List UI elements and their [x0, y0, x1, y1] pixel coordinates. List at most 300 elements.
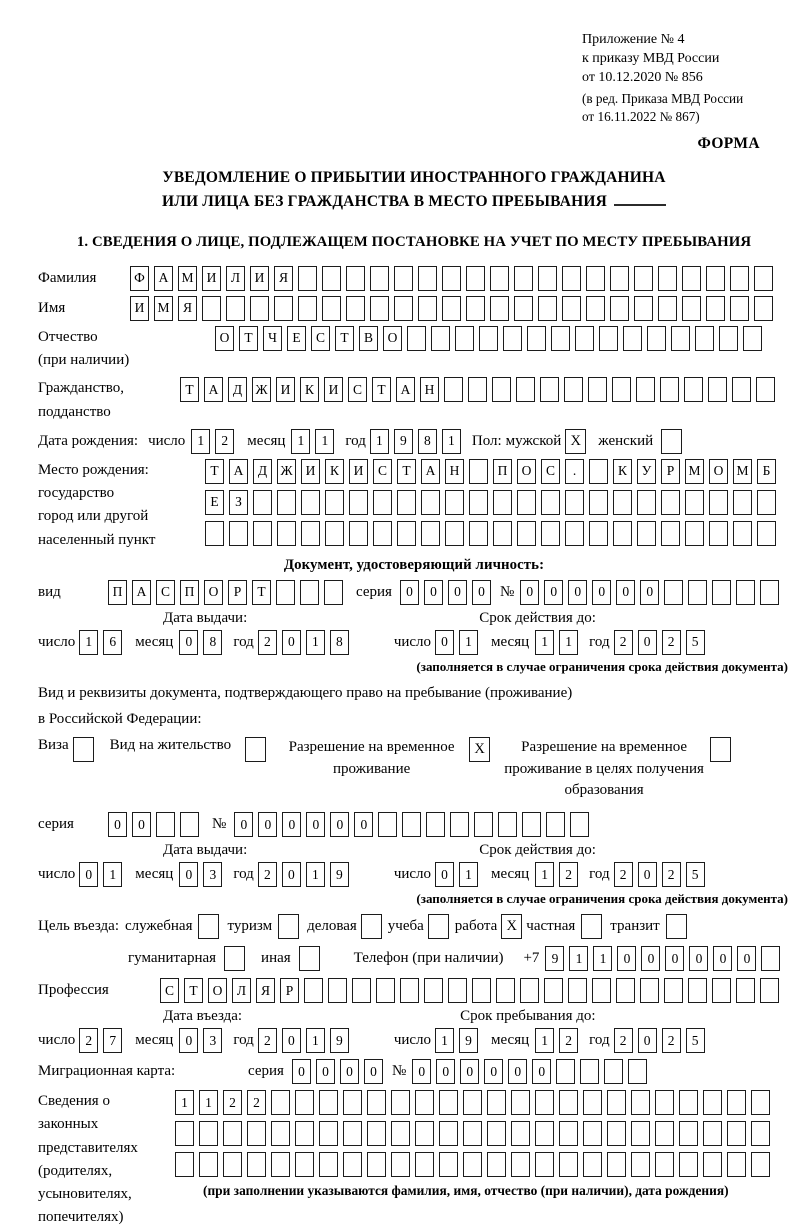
char-cell[interactable]: 2	[215, 429, 234, 454]
char-cell[interactable]	[556, 1059, 575, 1084]
char-cell[interactable]	[760, 580, 779, 605]
char-cell[interactable]	[370, 266, 389, 291]
char-cell[interactable]: 1	[535, 862, 554, 887]
char-cell[interactable]	[703, 1152, 722, 1177]
char-cell[interactable]: С	[156, 580, 175, 605]
char-cell[interactable]	[300, 580, 319, 605]
char-cell[interactable]	[575, 326, 594, 351]
char-cell[interactable]	[517, 490, 536, 515]
char-cell[interactable]	[469, 459, 488, 484]
char-cell[interactable]: 2	[662, 630, 681, 655]
migration-number-cells[interactable]	[412, 1059, 652, 1084]
char-cell[interactable]	[367, 1121, 386, 1146]
char-cell[interactable]	[732, 377, 751, 402]
char-cell[interactable]	[757, 490, 776, 515]
char-cell[interactable]	[253, 521, 272, 546]
char-cell[interactable]	[688, 978, 707, 1003]
char-cell[interactable]	[487, 1121, 506, 1146]
char-cell[interactable]: 8	[203, 630, 222, 655]
char-cell[interactable]	[493, 490, 512, 515]
char-cell[interactable]	[367, 1152, 386, 1177]
char-cell[interactable]	[586, 296, 605, 321]
char-cell[interactable]: И	[349, 459, 368, 484]
char-cell[interactable]	[685, 490, 704, 515]
char-cell[interactable]	[180, 812, 199, 837]
char-cell[interactable]	[551, 326, 570, 351]
char-cell[interactable]: О	[517, 459, 536, 484]
char-cell[interactable]	[343, 1121, 362, 1146]
char-cell[interactable]	[730, 266, 749, 291]
char-cell[interactable]	[655, 1090, 674, 1115]
char-cell[interactable]	[727, 1090, 746, 1115]
char-cell[interactable]: У	[637, 459, 656, 484]
purpose-study-checkbox[interactable]	[428, 914, 449, 939]
char-cell[interactable]	[394, 266, 413, 291]
residence-number-cells[interactable]	[234, 812, 594, 837]
char-cell[interactable]	[271, 1090, 290, 1115]
char-cell[interactable]	[472, 978, 491, 1003]
char-cell[interactable]	[373, 521, 392, 546]
char-cell[interactable]	[751, 1152, 770, 1177]
residence-valid-day-cells[interactable]	[435, 862, 483, 887]
char-cell[interactable]	[271, 1152, 290, 1177]
char-cell[interactable]: 0	[354, 812, 373, 837]
char-cell[interactable]	[223, 1152, 242, 1177]
char-cell[interactable]: 5	[686, 630, 705, 655]
char-cell[interactable]: 9	[545, 946, 564, 971]
residence-issue-year-cells[interactable]	[258, 862, 354, 887]
char-cell[interactable]	[679, 1152, 698, 1177]
char-cell[interactable]: 1	[459, 630, 478, 655]
char-cell[interactable]: 0	[132, 812, 151, 837]
char-cell[interactable]: А	[154, 266, 173, 291]
char-cell[interactable]: О	[383, 326, 402, 351]
char-cell[interactable]	[685, 521, 704, 546]
identity-issue-day-cells[interactable]	[79, 630, 127, 655]
char-cell[interactable]: И	[276, 377, 295, 402]
char-cell[interactable]: Т	[372, 377, 391, 402]
char-cell[interactable]	[637, 490, 656, 515]
char-cell[interactable]	[274, 296, 293, 321]
char-cell[interactable]	[631, 1090, 650, 1115]
char-cell[interactable]: Н	[445, 459, 464, 484]
char-cell[interactable]	[613, 521, 632, 546]
char-cell[interactable]	[469, 521, 488, 546]
char-cell[interactable]: Р	[228, 580, 247, 605]
phone-cells[interactable]	[545, 946, 785, 971]
char-cell[interactable]	[682, 296, 701, 321]
char-cell[interactable]: 1	[103, 862, 122, 887]
char-cell[interactable]	[719, 326, 738, 351]
char-cell[interactable]: 0	[234, 812, 253, 837]
purpose-transit-checkbox[interactable]	[666, 914, 687, 939]
char-cell[interactable]	[564, 377, 583, 402]
char-cell[interactable]: П	[493, 459, 512, 484]
char-cell[interactable]: 0	[306, 812, 325, 837]
identity-issue-year-cells[interactable]	[258, 630, 354, 655]
char-cell[interactable]	[487, 1152, 506, 1177]
char-cell[interactable]	[580, 1059, 599, 1084]
char-cell[interactable]	[592, 978, 611, 1003]
char-cell[interactable]: Р	[661, 459, 680, 484]
char-cell[interactable]: С	[311, 326, 330, 351]
char-cell[interactable]	[586, 266, 605, 291]
char-cell[interactable]: А	[421, 459, 440, 484]
char-cell[interactable]: Я	[178, 296, 197, 321]
char-cell[interactable]	[247, 1152, 266, 1177]
char-cell[interactable]: 8	[418, 429, 437, 454]
char-cell[interactable]	[466, 266, 485, 291]
char-cell[interactable]	[250, 296, 269, 321]
birth-month-cells[interactable]	[291, 429, 339, 454]
char-cell[interactable]: 0	[435, 630, 454, 655]
birthplace-cells-row2[interactable]	[205, 490, 781, 515]
char-cell[interactable]	[277, 521, 296, 546]
char-cell[interactable]	[277, 490, 296, 515]
char-cell[interactable]	[442, 266, 461, 291]
char-cell[interactable]	[431, 326, 450, 351]
char-cell[interactable]	[492, 377, 511, 402]
char-cell[interactable]	[474, 812, 493, 837]
char-cell[interactable]	[520, 978, 539, 1003]
char-cell[interactable]	[671, 326, 690, 351]
char-cell[interactable]	[202, 296, 221, 321]
char-cell[interactable]	[367, 1090, 386, 1115]
char-cell[interactable]	[589, 521, 608, 546]
char-cell[interactable]: 2	[662, 862, 681, 887]
char-cell[interactable]: Ч	[263, 326, 282, 351]
char-cell[interactable]: Д	[253, 459, 272, 484]
char-cell[interactable]	[175, 1152, 194, 1177]
char-cell[interactable]	[424, 978, 443, 1003]
char-cell[interactable]: 2	[258, 630, 277, 655]
char-cell[interactable]: 0	[617, 946, 636, 971]
char-cell[interactable]: 2	[258, 862, 277, 887]
char-cell[interactable]: И	[250, 266, 269, 291]
char-cell[interactable]	[565, 521, 584, 546]
char-cell[interactable]	[493, 521, 512, 546]
char-cell[interactable]	[612, 377, 631, 402]
char-cell[interactable]	[607, 1090, 626, 1115]
char-cell[interactable]	[415, 1121, 434, 1146]
char-cell[interactable]: К	[613, 459, 632, 484]
char-cell[interactable]	[487, 1090, 506, 1115]
char-cell[interactable]: Ф	[130, 266, 149, 291]
char-cell[interactable]: 1	[569, 946, 588, 971]
char-cell[interactable]	[559, 1121, 578, 1146]
char-cell[interactable]	[466, 296, 485, 321]
char-cell[interactable]	[660, 377, 679, 402]
char-cell[interactable]	[679, 1090, 698, 1115]
char-cell[interactable]	[445, 490, 464, 515]
char-cell[interactable]	[444, 377, 463, 402]
char-cell[interactable]	[535, 1152, 554, 1177]
char-cell[interactable]	[628, 1059, 647, 1084]
profession-cells[interactable]	[160, 978, 784, 1003]
char-cell[interactable]: К	[325, 459, 344, 484]
char-cell[interactable]	[498, 812, 517, 837]
char-cell[interactable]	[301, 521, 320, 546]
char-cell[interactable]: 2	[258, 1028, 277, 1053]
char-cell[interactable]: Л	[226, 266, 245, 291]
char-cell[interactable]: 0	[472, 580, 491, 605]
birth-day-cells[interactable]	[191, 429, 239, 454]
char-cell[interactable]	[754, 266, 773, 291]
char-cell[interactable]: 0	[316, 1059, 335, 1084]
char-cell[interactable]: С	[541, 459, 560, 484]
char-cell[interactable]	[325, 490, 344, 515]
char-cell[interactable]: 1	[535, 630, 554, 655]
char-cell[interactable]: 0	[108, 812, 127, 837]
char-cell[interactable]	[205, 521, 224, 546]
char-cell[interactable]: И	[324, 377, 343, 402]
char-cell[interactable]	[610, 296, 629, 321]
representatives-cells-row3[interactable]	[175, 1152, 775, 1177]
char-cell[interactable]	[511, 1121, 530, 1146]
migration-series-cells[interactable]	[292, 1059, 388, 1084]
purpose-private-checkbox[interactable]	[581, 914, 602, 939]
identity-issue-month-cells[interactable]	[179, 630, 227, 655]
char-cell[interactable]	[253, 490, 272, 515]
char-cell[interactable]	[503, 326, 522, 351]
char-cell[interactable]	[589, 459, 608, 484]
visa-checkbox[interactable]	[73, 737, 94, 762]
char-cell[interactable]	[376, 978, 395, 1003]
char-cell[interactable]: И	[301, 459, 320, 484]
char-cell[interactable]: 2	[559, 1028, 578, 1053]
char-cell[interactable]	[664, 580, 683, 605]
char-cell[interactable]: 0	[638, 1028, 657, 1053]
char-cell[interactable]	[679, 1121, 698, 1146]
char-cell[interactable]	[511, 1152, 530, 1177]
char-cell[interactable]: 1	[191, 429, 210, 454]
surname-cells[interactable]	[130, 266, 778, 291]
char-cell[interactable]: 2	[79, 1028, 98, 1053]
doc-number-cells[interactable]	[520, 580, 784, 605]
char-cell[interactable]	[559, 1152, 578, 1177]
char-cell[interactable]: 1	[79, 630, 98, 655]
char-cell[interactable]: 0	[340, 1059, 359, 1084]
char-cell[interactable]: 0	[689, 946, 708, 971]
char-cell[interactable]	[634, 296, 653, 321]
residence-series-cells[interactable]	[108, 812, 204, 837]
char-cell[interactable]	[391, 1152, 410, 1177]
char-cell[interactable]	[295, 1090, 314, 1115]
char-cell[interactable]: 0	[179, 630, 198, 655]
char-cell[interactable]: Ж	[277, 459, 296, 484]
char-cell[interactable]	[637, 521, 656, 546]
char-cell[interactable]: С	[373, 459, 392, 484]
char-cell[interactable]: 0	[179, 1028, 198, 1053]
char-cell[interactable]	[589, 490, 608, 515]
char-cell[interactable]	[562, 296, 581, 321]
char-cell[interactable]	[706, 266, 725, 291]
char-cell[interactable]	[636, 377, 655, 402]
char-cell[interactable]	[658, 266, 677, 291]
char-cell[interactable]	[373, 490, 392, 515]
char-cell[interactable]	[631, 1152, 650, 1177]
char-cell[interactable]	[607, 1152, 626, 1177]
char-cell[interactable]: 0	[412, 1059, 431, 1084]
char-cell[interactable]	[226, 296, 245, 321]
purpose-business-checkbox[interactable]	[361, 914, 382, 939]
char-cell[interactable]	[610, 266, 629, 291]
char-cell[interactable]: 2	[614, 630, 633, 655]
char-cell[interactable]: Я	[274, 266, 293, 291]
doc-series-cells[interactable]	[400, 580, 496, 605]
char-cell[interactable]: 1	[306, 862, 325, 887]
doc-kind-cells[interactable]	[108, 580, 348, 605]
char-cell[interactable]: 2	[223, 1090, 242, 1115]
char-cell[interactable]: С	[160, 978, 179, 1003]
char-cell[interactable]	[562, 266, 581, 291]
char-cell[interactable]	[661, 490, 680, 515]
char-cell[interactable]: 9	[459, 1028, 478, 1053]
char-cell[interactable]	[469, 490, 488, 515]
char-cell[interactable]: 1	[315, 429, 334, 454]
char-cell[interactable]: 2	[614, 1028, 633, 1053]
char-cell[interactable]	[175, 1121, 194, 1146]
char-cell[interactable]: 0	[364, 1059, 383, 1084]
char-cell[interactable]	[688, 580, 707, 605]
char-cell[interactable]	[730, 296, 749, 321]
char-cell[interactable]	[439, 1152, 458, 1177]
char-cell[interactable]	[511, 1090, 530, 1115]
char-cell[interactable]	[541, 521, 560, 546]
char-cell[interactable]	[727, 1121, 746, 1146]
char-cell[interactable]	[712, 978, 731, 1003]
residence-valid-year-cells[interactable]	[614, 862, 710, 887]
char-cell[interactable]	[490, 266, 509, 291]
char-cell[interactable]: 1	[306, 1028, 325, 1053]
char-cell[interactable]	[658, 296, 677, 321]
entry-day-cells[interactable]	[79, 1028, 127, 1053]
char-cell[interactable]: 9	[394, 429, 413, 454]
purpose-tourism-checkbox[interactable]	[278, 914, 299, 939]
char-cell[interactable]	[538, 296, 557, 321]
char-cell[interactable]	[421, 521, 440, 546]
char-cell[interactable]	[583, 1121, 602, 1146]
char-cell[interactable]	[343, 1152, 362, 1177]
residence-issue-day-cells[interactable]	[79, 862, 127, 887]
char-cell[interactable]	[541, 490, 560, 515]
char-cell[interactable]	[346, 266, 365, 291]
char-cell[interactable]	[397, 490, 416, 515]
char-cell[interactable]: 0	[282, 812, 301, 837]
char-cell[interactable]: 0	[568, 580, 587, 605]
char-cell[interactable]	[516, 377, 535, 402]
char-cell[interactable]	[599, 326, 618, 351]
char-cell[interactable]	[736, 978, 755, 1003]
char-cell[interactable]: .	[565, 459, 584, 484]
char-cell[interactable]: М	[685, 459, 704, 484]
char-cell[interactable]: 9	[330, 1028, 349, 1053]
char-cell[interactable]: О	[208, 978, 227, 1003]
char-cell[interactable]	[325, 521, 344, 546]
char-cell[interactable]: А	[229, 459, 248, 484]
char-cell[interactable]	[402, 812, 421, 837]
char-cell[interactable]	[156, 812, 175, 837]
char-cell[interactable]	[349, 521, 368, 546]
char-cell[interactable]	[199, 1121, 218, 1146]
char-cell[interactable]: 0	[400, 580, 419, 605]
char-cell[interactable]: 0	[282, 862, 301, 887]
char-cell[interactable]	[568, 978, 587, 1003]
identity-valid-day-cells[interactable]	[435, 630, 483, 655]
char-cell[interactable]	[583, 1090, 602, 1115]
char-cell[interactable]	[439, 1121, 458, 1146]
char-cell[interactable]	[445, 521, 464, 546]
char-cell[interactable]: 2	[614, 862, 633, 887]
char-cell[interactable]	[655, 1121, 674, 1146]
char-cell[interactable]	[647, 326, 666, 351]
char-cell[interactable]	[442, 296, 461, 321]
char-cell[interactable]: 0	[79, 862, 98, 887]
char-cell[interactable]: 0	[508, 1059, 527, 1084]
purpose-other-checkbox[interactable]	[299, 946, 320, 971]
char-cell[interactable]: И	[130, 296, 149, 321]
char-cell[interactable]: Н	[420, 377, 439, 402]
stay-year-cells[interactable]	[614, 1028, 710, 1053]
char-cell[interactable]	[708, 377, 727, 402]
char-cell[interactable]	[544, 978, 563, 1003]
char-cell[interactable]	[343, 1090, 362, 1115]
char-cell[interactable]	[448, 978, 467, 1003]
birth-year-cells[interactable]	[370, 429, 466, 454]
char-cell[interactable]: З	[229, 490, 248, 515]
char-cell[interactable]	[565, 490, 584, 515]
char-cell[interactable]	[535, 1121, 554, 1146]
char-cell[interactable]	[631, 1121, 650, 1146]
char-cell[interactable]: К	[300, 377, 319, 402]
char-cell[interactable]	[756, 377, 775, 402]
char-cell[interactable]: 0	[638, 862, 657, 887]
char-cell[interactable]	[588, 377, 607, 402]
purpose-humanitarian-checkbox[interactable]	[224, 946, 245, 971]
char-cell[interactable]	[370, 296, 389, 321]
char-cell[interactable]: 2	[662, 1028, 681, 1053]
char-cell[interactable]: 0	[713, 946, 732, 971]
char-cell[interactable]	[426, 812, 445, 837]
char-cell[interactable]	[418, 266, 437, 291]
char-cell[interactable]	[514, 266, 533, 291]
char-cell[interactable]: А	[132, 580, 151, 605]
char-cell[interactable]	[199, 1152, 218, 1177]
char-cell[interactable]	[604, 1059, 623, 1084]
char-cell[interactable]: 1	[370, 429, 389, 454]
char-cell[interactable]	[304, 978, 323, 1003]
char-cell[interactable]	[616, 978, 635, 1003]
char-cell[interactable]	[328, 978, 347, 1003]
char-cell[interactable]	[754, 296, 773, 321]
char-cell[interactable]	[709, 490, 728, 515]
char-cell[interactable]: Т	[397, 459, 416, 484]
char-cell[interactable]: 0	[484, 1059, 503, 1084]
char-cell[interactable]: 5	[686, 1028, 705, 1053]
residence-valid-month-cells[interactable]	[535, 862, 583, 887]
firstname-cells[interactable]	[130, 296, 778, 321]
char-cell[interactable]: А	[396, 377, 415, 402]
char-cell[interactable]: 2	[559, 862, 578, 887]
char-cell[interactable]	[743, 326, 762, 351]
char-cell[interactable]: 0	[424, 580, 443, 605]
representatives-cells-row2[interactable]	[175, 1121, 775, 1146]
char-cell[interactable]	[271, 1121, 290, 1146]
char-cell[interactable]	[397, 521, 416, 546]
char-cell[interactable]: 6	[103, 630, 122, 655]
char-cell[interactable]: 1	[559, 630, 578, 655]
char-cell[interactable]: 0	[592, 580, 611, 605]
